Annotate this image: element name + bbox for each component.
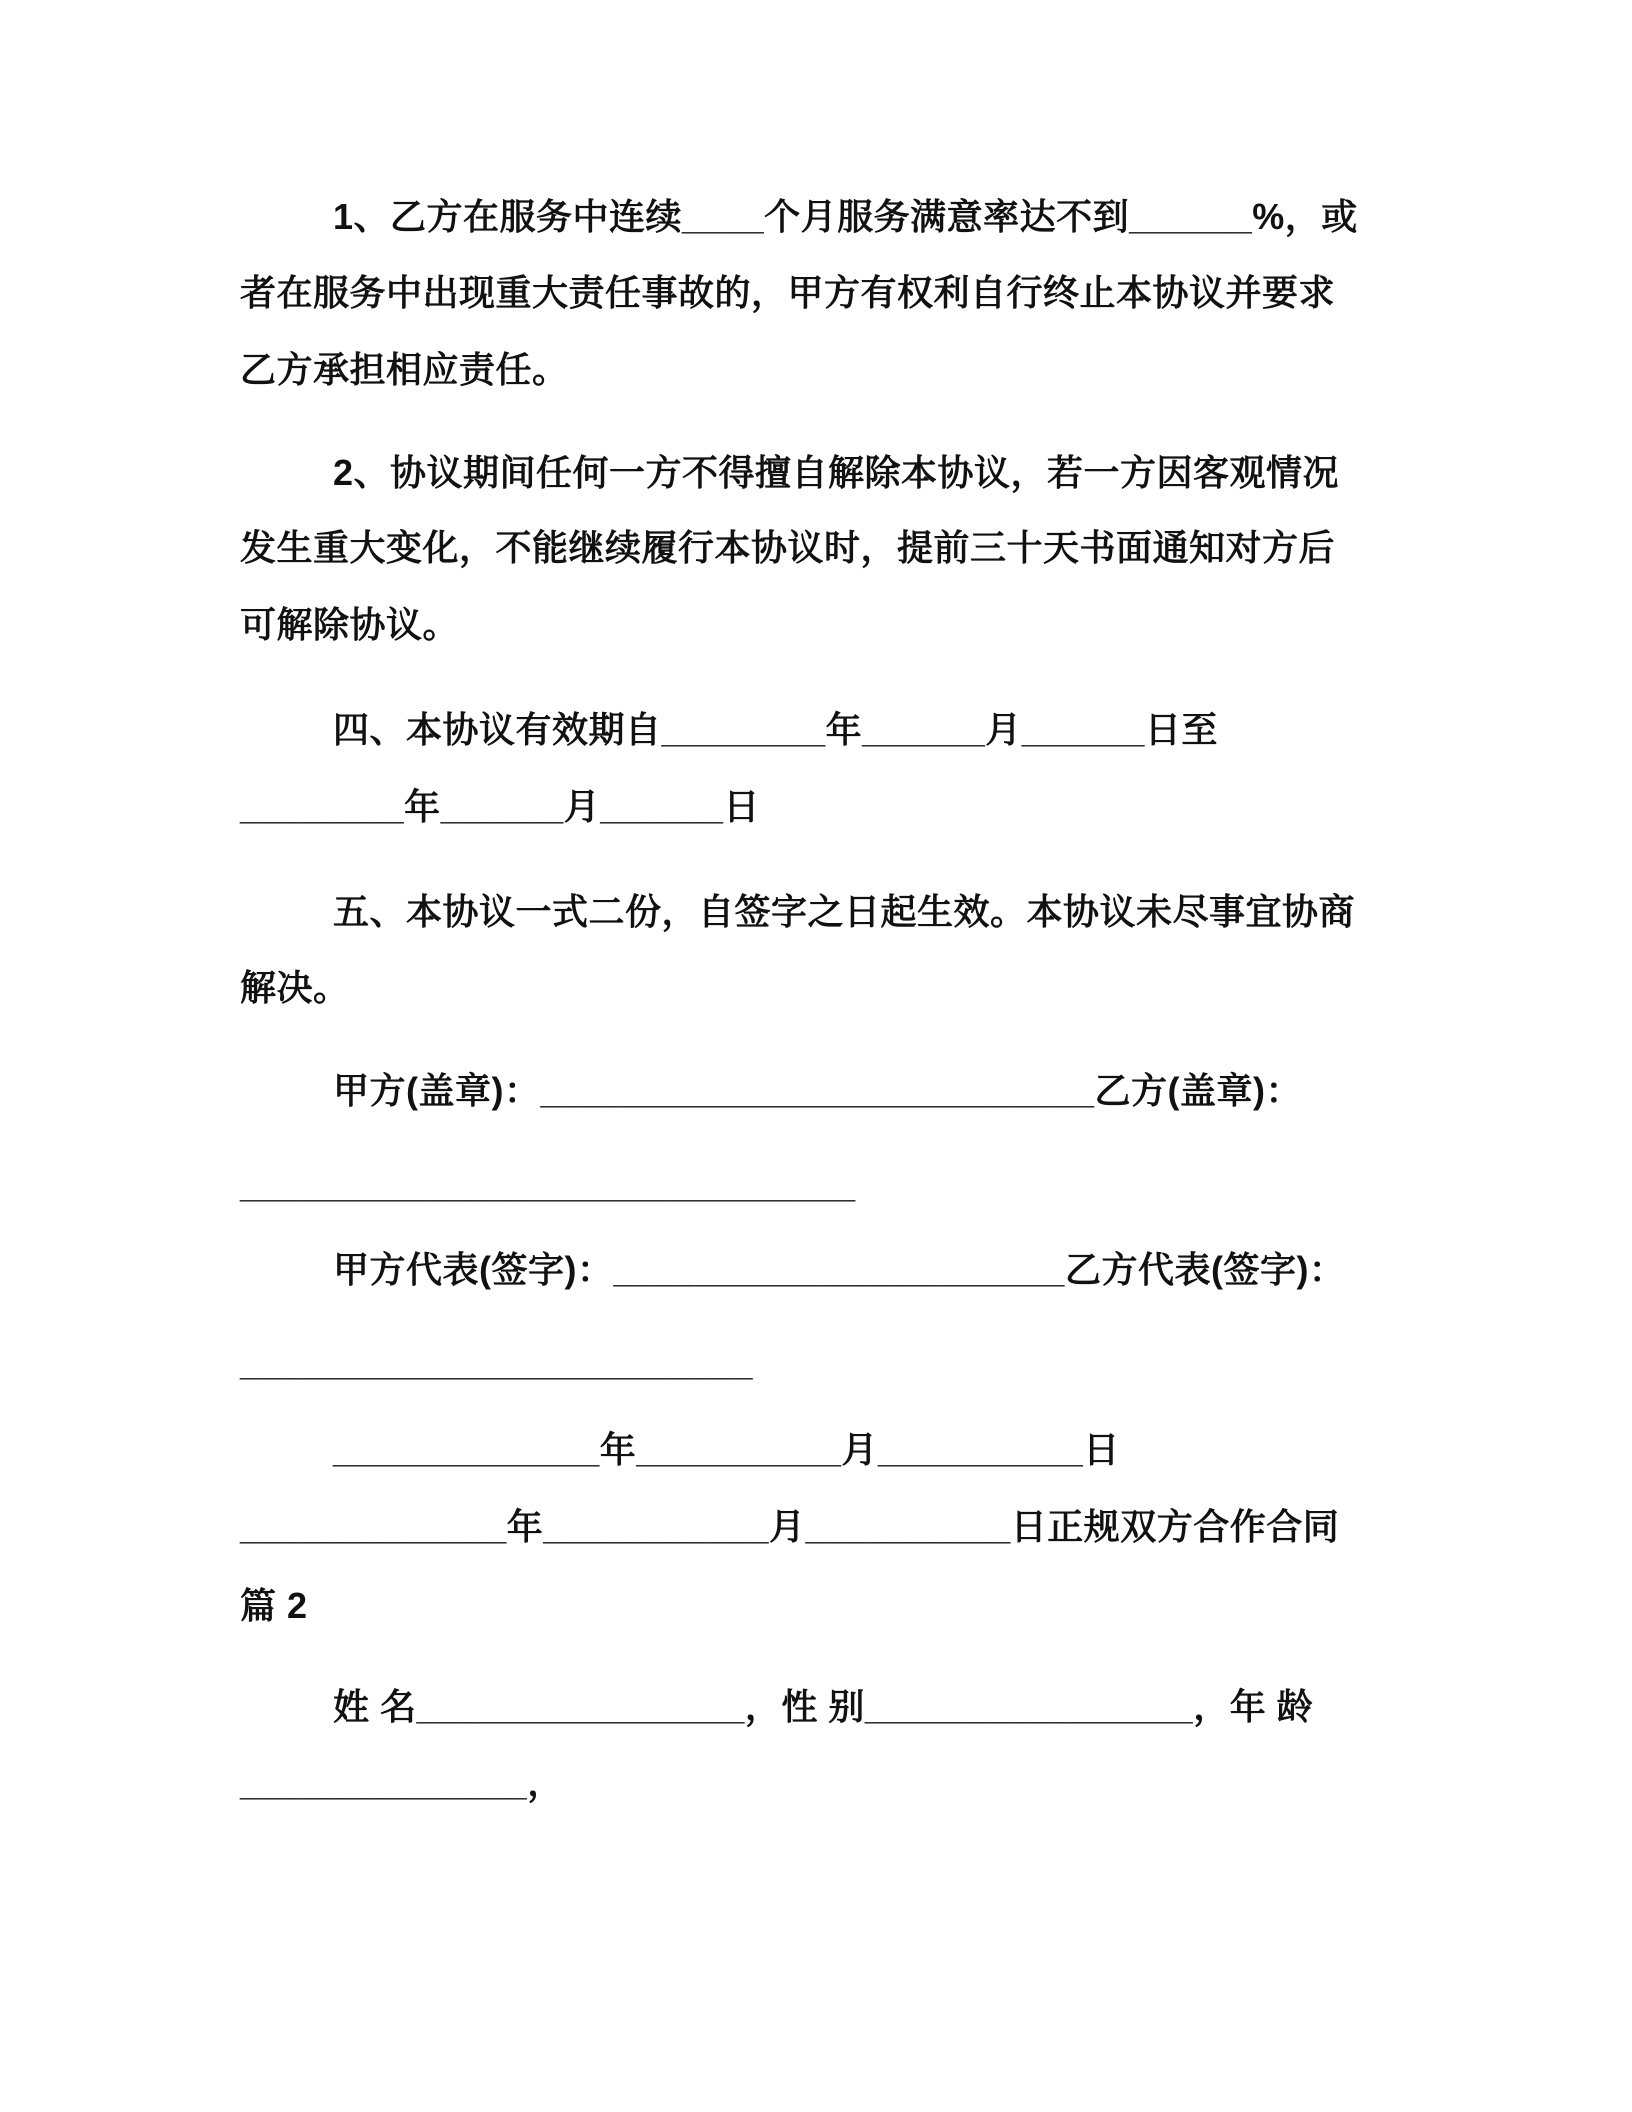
party-b-seal-blank: ______________________________ [240, 1164, 856, 1205]
clause-1-line-1: 1、乙方在服务中连续____个月服务满意率达不到______%，或 [333, 196, 1358, 237]
signing-date-line-1: _____________年__________月__________日 [333, 1429, 1120, 1470]
party-b-signature-blank: _________________________ [240, 1342, 754, 1383]
clause-2-line-1: 2、协议期间任何一方不得擅自解除本协议，若一方因客观情况 [333, 452, 1340, 493]
chapter-heading: 篇 2 [240, 1585, 308, 1626]
clause-2-line-2: 发生重大变化，不能继续履行本协议时，提前三十天书面通知对方后 [240, 527, 1336, 568]
section-5-line-2: 解决。 [240, 967, 350, 1008]
personal-info-line-2: ______________， [240, 1762, 564, 1803]
clause-2-line-3: 可解除协议。 [240, 604, 460, 645]
party-seal-line: 甲方(盖章)：___________________________乙方(盖章)： [333, 1070, 1303, 1111]
signing-date-line-2: _____________年___________月__________日正规双方合作合同 [240, 1506, 1340, 1547]
personal-info-line-1: 姓 名________________，性 别________________，年 龄 [333, 1686, 1314, 1727]
section-5-line-1: 五、本协议一式二份，自签字之日起生效。本协议未尽事宜协商 [333, 891, 1356, 932]
clause-1-line-3: 乙方承担相应责任。 [240, 349, 569, 390]
section-4-line-2: ________年______月______日 [240, 786, 760, 827]
representative-signature-line: 甲方代表(签字)：______________________乙方代表(签字)： [333, 1249, 1346, 1290]
clause-1-line-2: 者在服务中出现重大责任事故的，甲方有权利自行终止本协议并要求 [240, 272, 1336, 313]
section-4-line-1: 四、本协议有效期自________年______月______日至 [333, 709, 1218, 750]
